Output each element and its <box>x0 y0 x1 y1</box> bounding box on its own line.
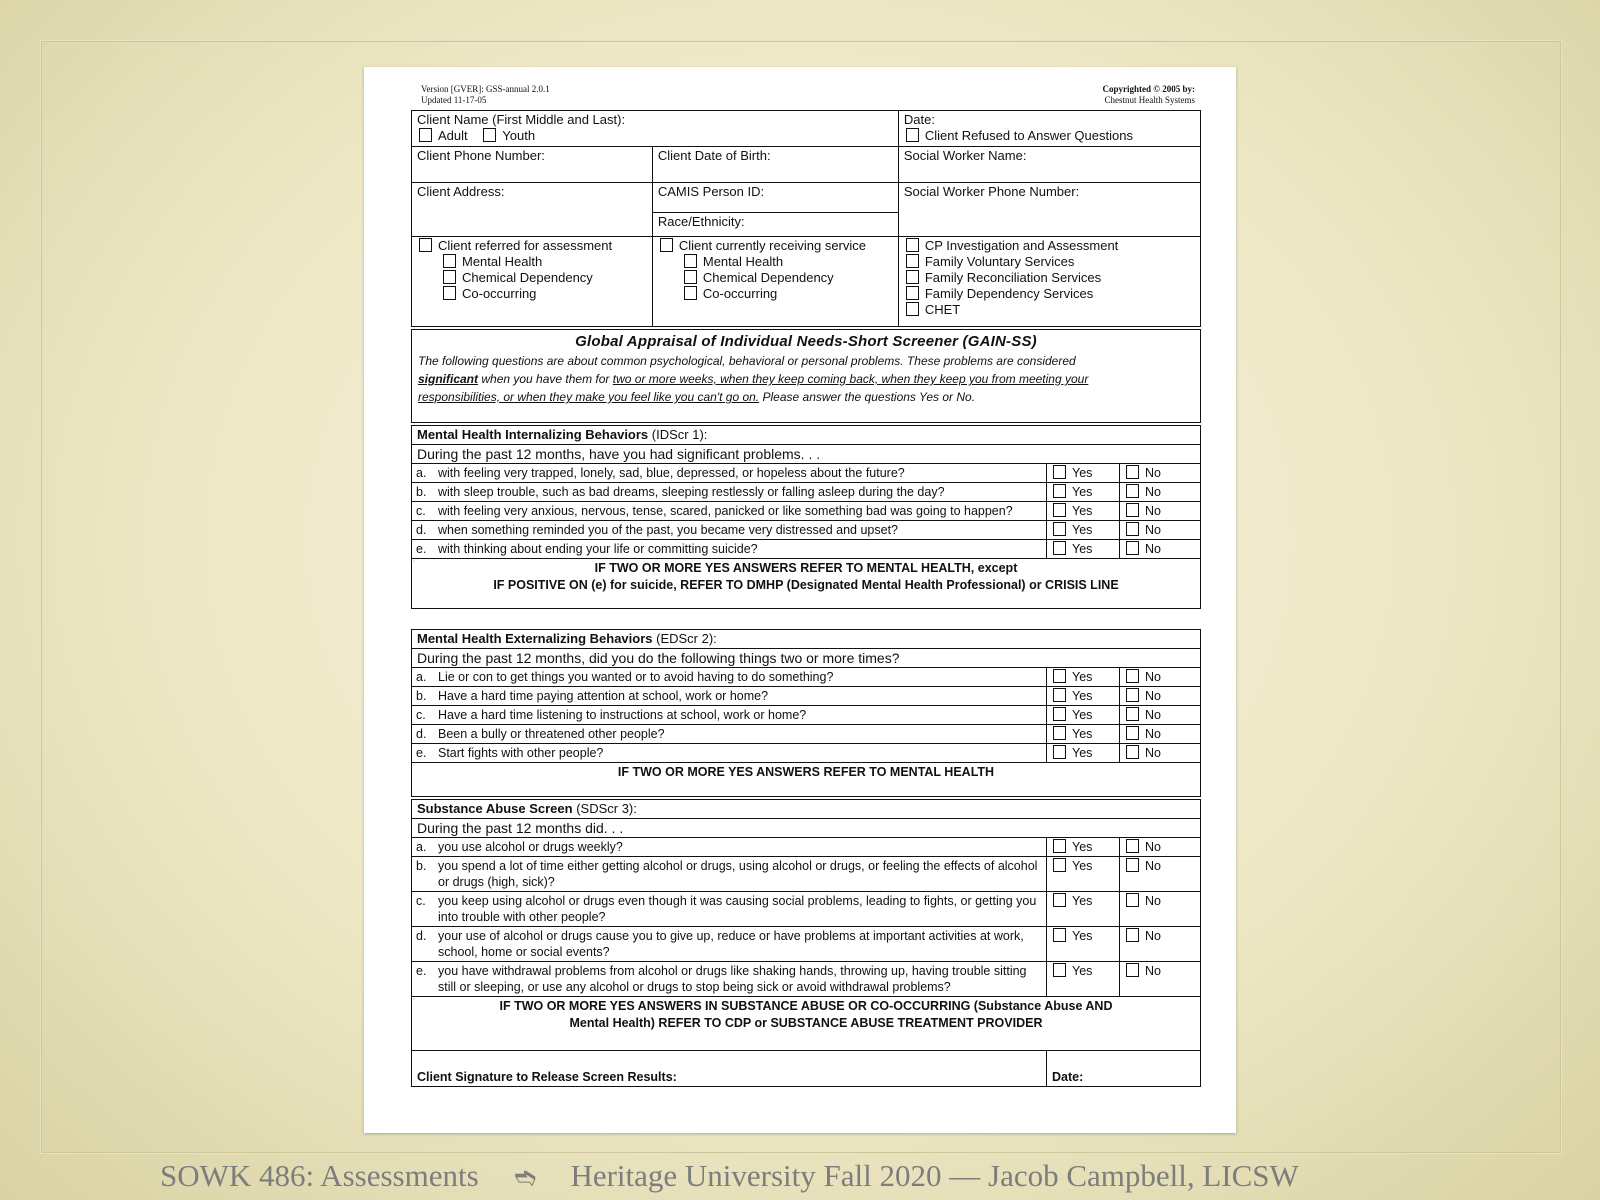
yes-cell[interactable] <box>1047 744 1120 763</box>
sw-phone-label: Social Worker Phone Number: <box>903 184 1080 199</box>
section-code: (EDScr 2): <box>652 631 717 646</box>
no-label: No <box>1145 504 1161 518</box>
question-letter: c. <box>412 706 435 725</box>
no-checkbox[interactable] <box>1126 858 1139 872</box>
yes-checkbox[interactable] <box>1053 669 1066 683</box>
no-cell[interactable] <box>1120 483 1201 502</box>
question-text: you keep using alcohol or drugs even though it was causing social problems, leading to fights, or getting you into trouble with other people? <box>434 892 1047 927</box>
question-row <box>412 838 1201 857</box>
no-label: No <box>1145 894 1161 908</box>
question-letter: a. <box>412 668 435 687</box>
yes-label: Yes <box>1072 670 1093 684</box>
question-text: your use of alcohol or drugs cause you to give up, reduce or have problems at important activities at work, school, home or social events? <box>434 927 1047 962</box>
yes-cell[interactable] <box>1047 464 1120 483</box>
no-label: No <box>1145 727 1161 741</box>
yes-label: Yes <box>1072 504 1093 518</box>
service-checkbox[interactable] <box>906 254 919 268</box>
yes-label: Yes <box>1072 485 1093 499</box>
no-label: No <box>1145 485 1161 499</box>
no-cell[interactable] <box>1120 744 1201 763</box>
updated-text: Updated 11-17-05 <box>421 95 487 105</box>
yes-cell[interactable] <box>1047 483 1120 502</box>
yes-cell[interactable] <box>1047 857 1120 892</box>
section-code: (IDScr 1): <box>648 427 708 442</box>
yes-checkbox[interactable] <box>1053 541 1066 555</box>
receiving-label: Client currently receiving service <box>678 238 866 253</box>
no-label: No <box>1145 670 1161 684</box>
question-text: with sleep trouble, such as bad dreams, sleeping restlessly or falling asleep during the day? <box>434 483 1047 502</box>
question-text: Have a hard time paying attention at school, work or home? <box>434 687 1047 706</box>
yes-checkbox[interactable] <box>1053 963 1066 977</box>
question-text: with feeling very anxious, nervous, tense, scared, panicked or like something bad was going to happen? <box>434 502 1047 521</box>
yes-cell[interactable] <box>1047 892 1120 927</box>
refused-checkbox[interactable] <box>906 128 919 142</box>
no-checkbox[interactable] <box>1126 893 1139 907</box>
no-cell[interactable] <box>1120 962 1201 997</box>
question-row <box>412 962 1201 997</box>
referral-line: IF TWO OR MORE YES ANSWERS REFER TO MENTAL HEALTH, except <box>594 561 1018 575</box>
receiving-co-label: Co-occurring <box>702 286 778 301</box>
no-checkbox[interactable] <box>1126 541 1139 555</box>
no-checkbox[interactable] <box>1126 669 1139 683</box>
yes-label: Yes <box>1072 840 1093 854</box>
receiving-mh-checkbox[interactable] <box>684 254 697 268</box>
question-text: Start fights with other people? <box>434 744 1047 763</box>
yes-label: Yes <box>1072 466 1093 480</box>
scanned-form-page <box>364 67 1236 1133</box>
no-label: No <box>1145 746 1161 760</box>
no-cell[interactable] <box>1120 838 1201 857</box>
no-cell[interactable] <box>1120 687 1201 706</box>
footer-course: SOWK 486: Assessments <box>160 1158 479 1193</box>
yes-cell[interactable] <box>1047 725 1120 744</box>
no-label: No <box>1145 840 1161 854</box>
dob-cell <box>652 147 898 183</box>
question-letter: a. <box>412 464 435 483</box>
no-label: No <box>1145 859 1161 873</box>
no-checkbox[interactable] <box>1126 522 1139 536</box>
yes-cell[interactable] <box>1047 540 1120 559</box>
camis-label: CAMIS Person ID: <box>657 184 765 199</box>
yes-label: Yes <box>1072 689 1093 703</box>
no-label: No <box>1145 466 1161 480</box>
service-label: Family Dependency Services <box>924 286 1094 301</box>
no-checkbox[interactable] <box>1126 928 1139 942</box>
question-letter: e. <box>412 744 435 763</box>
adult-checkbox[interactable] <box>419 128 432 142</box>
question-text: when something reminded you of the past, you became very distressed and upset? <box>434 521 1047 540</box>
question-letter: b. <box>412 857 435 892</box>
yes-checkbox[interactable] <box>1053 839 1066 853</box>
question-row <box>412 668 1201 687</box>
question-letter: d. <box>412 927 435 962</box>
youth-label: Youth <box>502 128 536 143</box>
youth-checkbox[interactable] <box>483 128 496 142</box>
yes-cell[interactable] <box>1047 502 1120 521</box>
no-cell[interactable] <box>1120 725 1201 744</box>
date-label: Date: <box>903 112 935 127</box>
sw-name-cell <box>898 147 1200 183</box>
referral-note <box>412 763 1201 797</box>
no-label: No <box>1145 542 1161 556</box>
question-row <box>412 521 1201 540</box>
no-checkbox[interactable] <box>1126 465 1139 479</box>
yes-checkbox[interactable] <box>1053 522 1066 536</box>
yes-checkbox[interactable] <box>1053 928 1066 942</box>
referred-cd-label: Chemical Dependency <box>462 270 593 285</box>
no-cell[interactable] <box>1120 706 1201 725</box>
footer-separator-icon: ➬ <box>514 1163 537 1192</box>
signature-date-label: Date: <box>1052 1070 1084 1084</box>
signature-field[interactable] <box>412 1051 1047 1087</box>
version-text: Version [GVER]: GSS-annual 2.0.1 <box>421 84 550 94</box>
question-row <box>412 502 1201 521</box>
referred-checkbox[interactable] <box>419 238 432 252</box>
no-label: No <box>1145 689 1161 703</box>
question-row <box>412 540 1201 559</box>
copyright-info <box>1103 84 1195 106</box>
no-checkbox[interactable] <box>1126 839 1139 853</box>
signature-label: Client Signature to Release Screen Results: <box>417 1070 677 1084</box>
no-checkbox[interactable] <box>1126 963 1139 977</box>
section-substance-abuse <box>411 799 1201 1087</box>
yes-label: Yes <box>1072 708 1093 722</box>
no-checkbox[interactable] <box>1126 484 1139 498</box>
yes-label: Yes <box>1072 746 1093 760</box>
address-cell <box>412 183 653 237</box>
no-cell[interactable] <box>1120 464 1201 483</box>
section-header <box>412 426 1201 445</box>
slide-footer <box>160 1158 1560 1194</box>
section-title: Mental Health Externalizing Behaviors <box>417 631 653 646</box>
question-text: with thinking about ending your life or committing suicide? <box>434 540 1047 559</box>
footer-credit: Heritage University Fall 2020 — Jacob Campbell, LICSW <box>570 1158 1299 1193</box>
receiving-checkbox[interactable] <box>660 238 673 252</box>
yes-checkbox[interactable] <box>1053 484 1066 498</box>
gain-title: Global Appraisal of Individual Needs-Short Screener (GAIN-SS) <box>575 333 1037 350</box>
service-label: Family Voluntary Services <box>924 254 1075 269</box>
receiving-cell <box>652 237 898 327</box>
question-letter: a. <box>412 838 435 857</box>
service-checkbox[interactable] <box>906 238 919 252</box>
yes-label: Yes <box>1072 523 1093 537</box>
yes-checkbox[interactable] <box>1053 858 1066 872</box>
phone-cell <box>412 147 653 183</box>
section-header <box>412 800 1201 819</box>
service-label: CHET <box>924 302 961 317</box>
race-cell <box>652 213 898 237</box>
question-text: Been a bully or threatened other people? <box>434 725 1047 744</box>
copyright-text: Copyrighted © 2005 by: <box>1102 84 1195 94</box>
camis-cell <box>652 183 898 213</box>
gain-paragraph <box>412 350 1200 408</box>
question-text: you spend a lot of time either getting alcohol or drugs, using alcohol or drugs, or feeling the effects of alcohol or drugs (high, sick)? <box>434 857 1047 892</box>
referral-line: Mental Health) REFER TO CDP or SUBSTANCE ABUSE TREATMENT PROVIDER <box>569 1016 1043 1030</box>
yes-checkbox[interactable] <box>1053 688 1066 702</box>
gain-significant: significant <box>418 372 479 386</box>
section-code: (SDScr 3): <box>572 801 637 816</box>
gain-instructions <box>411 329 1201 423</box>
yes-cell[interactable] <box>1047 687 1120 706</box>
yes-label: Yes <box>1072 929 1093 943</box>
section-externalizing <box>411 629 1201 797</box>
sw-name-label: Social Worker Name: <box>903 148 1027 163</box>
no-checkbox[interactable] <box>1126 688 1139 702</box>
no-label: No <box>1145 964 1161 978</box>
yes-label: Yes <box>1072 859 1093 873</box>
question-letter: d. <box>412 725 435 744</box>
service-label: Family Reconciliation Services <box>924 270 1102 285</box>
sw-phone-cell <box>898 183 1200 237</box>
yes-checkbox[interactable] <box>1053 893 1066 907</box>
no-cell[interactable] <box>1120 892 1201 927</box>
referred-co-label: Co-occurring <box>462 286 537 301</box>
referred-mh-label: Mental Health <box>462 254 543 269</box>
question-text: you have withdrawal problems from alcohol or drugs like shaking hands, throwing up, having trouble sitting still or sleeping, or use any alcohol or drugs to stop being sick or avoid withdrawal problems? <box>434 962 1047 997</box>
question-letter: b. <box>412 483 435 502</box>
question-row <box>412 857 1201 892</box>
question-row <box>412 706 1201 725</box>
question-letter: e. <box>412 962 435 997</box>
yes-label: Yes <box>1072 894 1093 908</box>
question-letter: c. <box>412 502 435 521</box>
question-letter: e. <box>412 540 435 559</box>
yes-cell[interactable] <box>1047 962 1120 997</box>
yes-checkbox[interactable] <box>1053 503 1066 517</box>
no-cell[interactable] <box>1120 668 1201 687</box>
yes-label: Yes <box>1072 727 1093 741</box>
referral-note <box>412 997 1201 1051</box>
referral-line: IF TWO OR MORE YES ANSWERS IN SUBSTANCE ABUSE OR CO-OCCURRING (Substance Abuse AND <box>499 999 1113 1013</box>
no-label: No <box>1145 523 1161 537</box>
referred-mh-checkbox[interactable] <box>443 254 456 268</box>
version-info <box>421 84 550 106</box>
no-label: No <box>1145 929 1161 943</box>
section-title: Mental Health Internalizing Behaviors <box>417 427 649 442</box>
no-cell[interactable] <box>1120 540 1201 559</box>
section-intro: During the past 12 months did. . . <box>412 819 1201 838</box>
referral-note <box>412 559 1201 609</box>
section-header <box>412 630 1201 649</box>
client-name-label: Client Name (First Middle and Last): <box>417 112 626 127</box>
no-checkbox[interactable] <box>1126 745 1139 759</box>
services-cell <box>898 237 1200 327</box>
referral-line: IF POSITIVE ON (e) for suicide, REFER TO DMHP (Designated Mental Health Professional) or CRISIS LINE <box>493 578 1119 592</box>
yes-cell[interactable] <box>1047 927 1120 962</box>
question-row <box>412 464 1201 483</box>
yes-checkbox[interactable] <box>1053 465 1066 479</box>
referred-cd-checkbox[interactable] <box>443 270 456 284</box>
gain-p1: The following questions are about common psychological, behavioral or personal problems. These problems are considered <box>418 354 1076 368</box>
section-internalizing <box>411 425 1201 609</box>
yes-cell[interactable] <box>1047 668 1120 687</box>
question-letter: d. <box>412 521 435 540</box>
service-checkbox[interactable] <box>906 302 919 316</box>
referral-line: IF TWO OR MORE YES ANSWERS REFER TO MENTAL HEALTH <box>617 765 995 779</box>
no-cell[interactable] <box>1120 927 1201 962</box>
question-text: you use alcohol or drugs weekly? <box>434 838 1047 857</box>
referred-co-checkbox[interactable] <box>443 286 456 300</box>
no-checkbox[interactable] <box>1126 503 1139 517</box>
yes-label: Yes <box>1072 542 1093 556</box>
signature-date-field[interactable] <box>1047 1051 1201 1087</box>
yes-checkbox[interactable] <box>1053 707 1066 721</box>
receiving-mh-label: Mental Health <box>702 254 784 269</box>
receiving-cd-checkbox[interactable] <box>684 270 697 284</box>
dob-label: Client Date of Birth: <box>657 148 771 163</box>
question-text: Lie or con to get things you wanted or to avoid having to do something? <box>434 668 1047 687</box>
referred-label: Client referred for assessment <box>438 238 613 253</box>
client-info-table <box>411 110 1201 327</box>
referred-cell <box>412 237 653 327</box>
question-row <box>412 687 1201 706</box>
question-row <box>412 483 1201 502</box>
client-name-cell <box>412 111 899 147</box>
yes-cell[interactable] <box>1047 521 1120 540</box>
yes-checkbox[interactable] <box>1053 745 1066 759</box>
section-intro: During the past 12 months, did you do the following things two or more times? <box>412 649 1201 668</box>
service-checkbox[interactable] <box>906 286 919 300</box>
phone-label: Client Phone Number: <box>417 148 545 163</box>
refused-label: Client Refused to Answer Questions <box>924 128 1133 143</box>
no-cell[interactable] <box>1120 521 1201 540</box>
yes-checkbox[interactable] <box>1053 726 1066 740</box>
question-letter: b. <box>412 687 435 706</box>
adult-label: Adult <box>438 128 468 143</box>
question-row <box>412 725 1201 744</box>
yes-label: Yes <box>1072 964 1093 978</box>
date-cell <box>898 111 1200 147</box>
question-text: Have a hard time listening to instructions at school, work or home? <box>434 706 1047 725</box>
service-label: CP Investigation and Assessment <box>924 238 1119 253</box>
section-intro: During the past 12 months, have you had significant problems. . . <box>412 445 1201 464</box>
copyright-org: Chestnut Health Systems <box>1104 95 1195 105</box>
receiving-co-checkbox[interactable] <box>684 286 697 300</box>
question-row <box>412 744 1201 763</box>
yes-cell[interactable] <box>1047 838 1120 857</box>
no-cell[interactable] <box>1120 857 1201 892</box>
section-title: Substance Abuse Screen <box>417 801 573 816</box>
receiving-cd-label: Chemical Dependency <box>702 270 834 285</box>
service-checkbox[interactable] <box>906 270 919 284</box>
question-letter: c. <box>412 892 435 927</box>
gain-p3b: Please answer the questions Yes or No. <box>759 390 976 404</box>
question-text: with feeling very trapped, lonely, sad, blue, depressed, or hopeless about the future? <box>434 464 1047 483</box>
no-checkbox[interactable] <box>1126 726 1139 740</box>
no-cell[interactable] <box>1120 502 1201 521</box>
question-row <box>412 927 1201 962</box>
race-label: Race/Ethnicity: <box>657 214 745 229</box>
address-label: Client Address: <box>417 184 505 199</box>
gain-p2a: when you have them for <box>478 372 613 386</box>
no-checkbox[interactable] <box>1126 707 1139 721</box>
question-row <box>412 892 1201 927</box>
yes-cell[interactable] <box>1047 706 1120 725</box>
no-label: No <box>1145 708 1161 722</box>
gain-p2u: two or more weeks, when they keep coming back, when they keep you from meeting your <box>612 372 1089 386</box>
gain-p3u: responsibilities, or when they make you feel like you can't go on. <box>418 390 760 404</box>
